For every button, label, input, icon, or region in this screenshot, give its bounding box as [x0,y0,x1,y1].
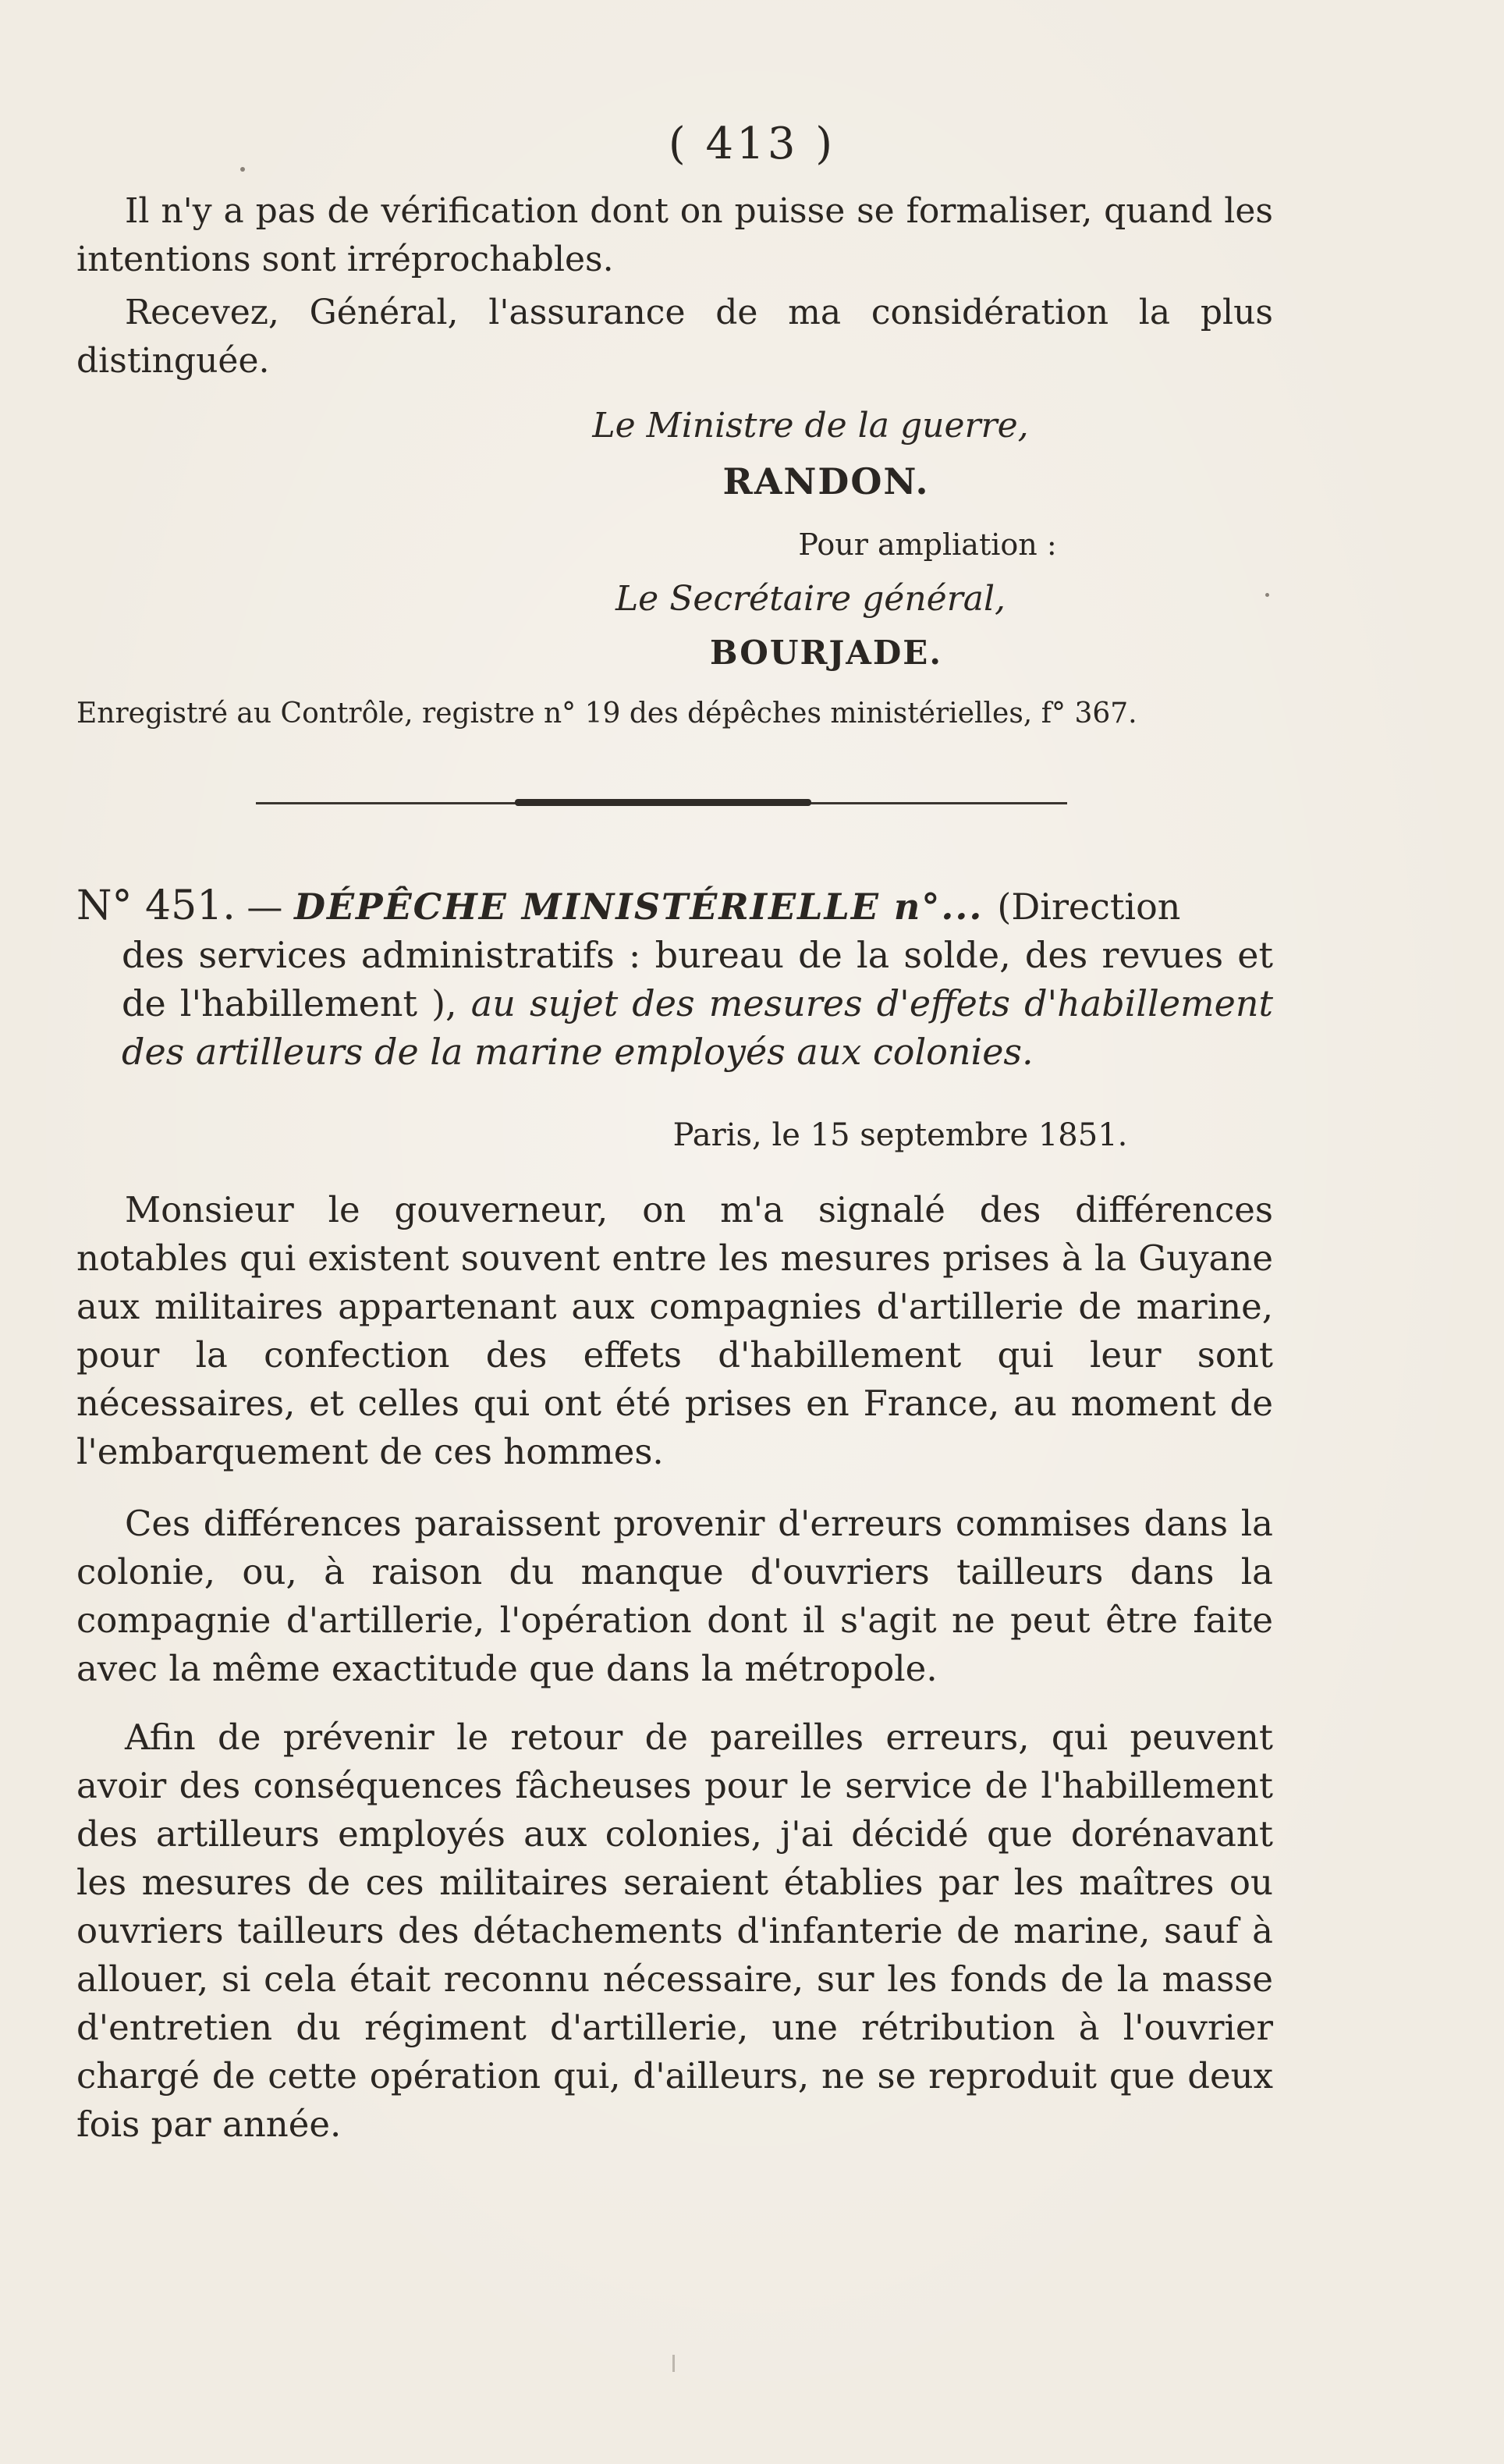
direction-details: des services administratifs : bureau de la solde, des revues et de l'habillement ), [122,934,1273,1024]
heading-dash: — [235,886,295,928]
dispatch-subject: au sujet des mesures d'effets d'habillement des artilleurs de la marine employés aux colonies. [122,982,1273,1073]
registration-note: Enregistré au Contrôle, registre n° 19 des dépêches ministérielles, f° 367. [76,698,1137,730]
body-paragraph-3: Afin de prévenir le retour de pareilles erreurs, qui peuvent avoir des conséquences fâcheuses pour le service de l'habillement des artilleurs employés aux colonies, j'ai décidé que dorénavant les mesures de ces militaires seraient établies par les maîtres ou ouvriers tailleurs des détachements d'infanterie de marine, sauf à allouer, si cela était reconnu nécessaire, sur les fonds de la masse d'entretien du régiment d'artillerie, une rétribution à l'ouvrier chargé de cette opération qui, d'ailleurs, ne se reproduit que deux fois par année. [76,1717,1273,2145]
section-divider-center [515,799,811,806]
ink-speck [240,167,245,172]
secretary-title: Le Secrétaire général, [615,579,1006,619]
letter-closing-paragraph: Il n'y a pas de vérification dont on puisse se formaliser, quand les intentions sont irréprochables. [76,191,1273,279]
signatory-title: Le Ministre de la guerre, [592,406,1029,446]
dispatch-number: N° 451. [76,882,236,929]
direction-label: (Direction [997,886,1181,928]
body-paragraph-1: Monsieur le gouverneur, on m'a signalé des différences notables qui existent souvent entre les mesures prises à la Guyane aux militaires appartenant aux compagnies d'artillerie de marine, pour la confection des effets d'habillement qui leur sont nécessaires, et celles qui ont été prises en France, au moment de l'embarquement de ces hommes. [76,1189,1273,1472]
signatory-name: RANDON. [722,460,930,502]
letter-salutation-paragraph: Recevez, Général, l'assurance de ma considération la plus distinguée. [76,293,1273,381]
dispatch-date: Paris, le 15 septembre 1851. [672,1117,1128,1153]
dispatch-title: DÉPÊCHE MINISTÉRIELLE n°... [294,886,998,928]
body-paragraph-2: Ces différences paraissent provenir d'erreurs commises dans la colonie, ou, à raison du manque d'ouvriers tailleurs dans la compagnie d'artillerie, l'opération dont il s'agit ne peut être faite avec la même exactitude que dans la métropole. [76,1503,1273,1689]
secretary-name: BOURJADE. [710,634,942,672]
ink-speck [1265,593,1269,597]
page-number: ( 413 ) [668,119,836,169]
paper-mark [672,2355,675,2372]
ampliation-note: Pour ampliation : [798,527,1057,562]
dispatch-heading [76,882,1273,1076]
